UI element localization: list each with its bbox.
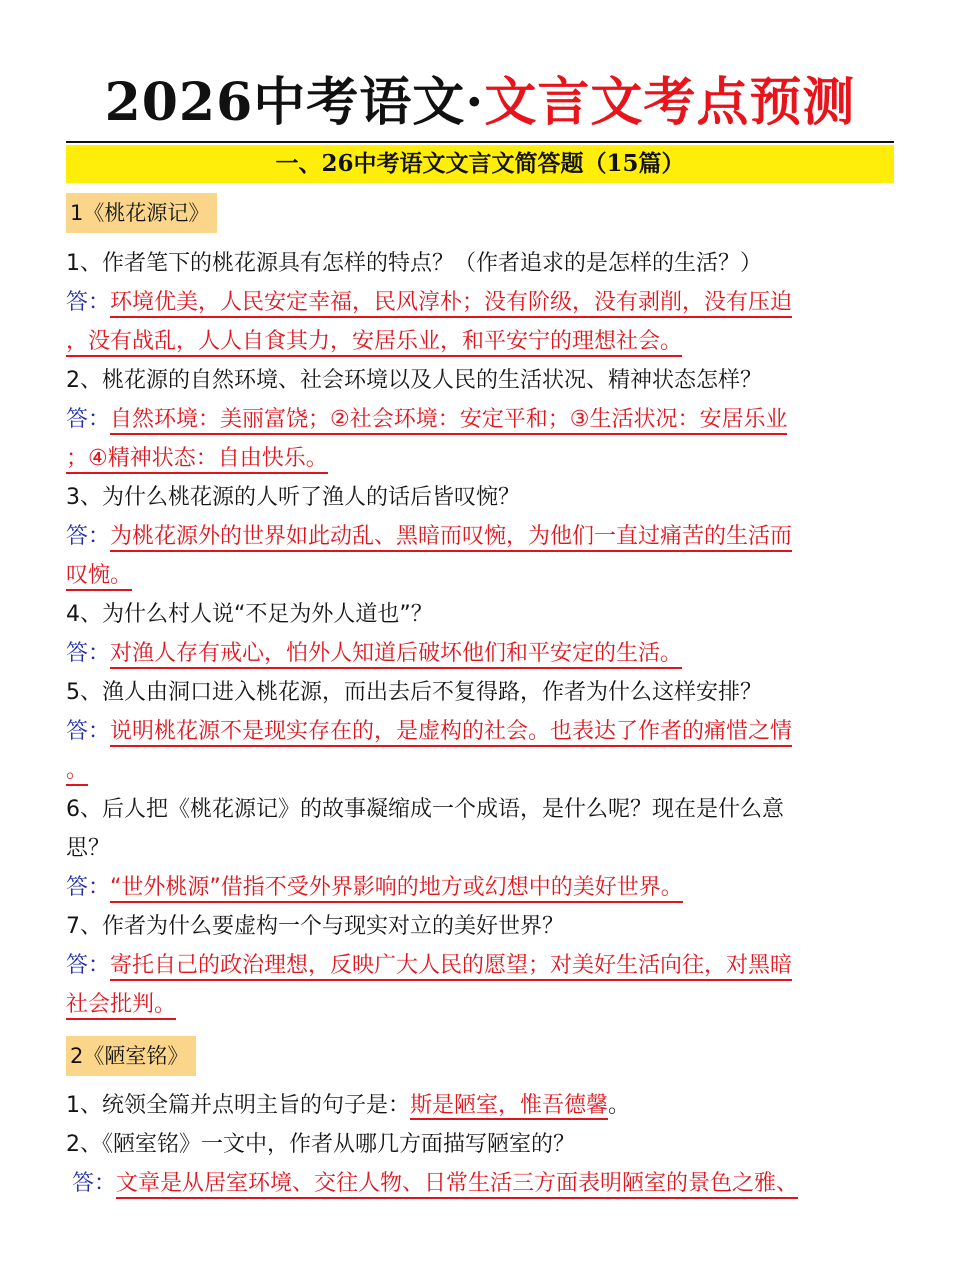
answer-text: 为桃花源外的世界如此动乱、黑暗而叹惋，为他们一直过痛苦的生活而 — [110, 524, 792, 552]
answer-line — [66, 712, 894, 751]
section-tag-taohuayuanji: 1《桃花源记》 — [66, 193, 217, 233]
inline-answer: 斯是陋室，惟吾德馨 — [410, 1093, 609, 1118]
answer-line — [66, 985, 894, 1024]
title-divider — [66, 141, 894, 143]
answer-text: 社会批判。 — [66, 992, 176, 1020]
section-tag-loushiming: 2《陋室铭》 — [66, 1036, 196, 1076]
answer-label: 答： — [66, 641, 111, 666]
question-line: 7、作者为什么要虚构一个与现实对立的美好世界？ — [66, 914, 564, 939]
section-banner: 一、26中考语文文言文简答题（15篇） — [66, 145, 894, 183]
answer-text: 说明桃花源不是现实存在的，是虚构的社会。也表达了作者的痛惜之情 — [110, 719, 792, 747]
question-line: 6、后人把《桃花源记》的故事凝缩成一个成语，是什么呢？现在是什么意 — [66, 797, 784, 822]
answer-text: 自然环境：美丽富饶；②社会环境：安定平和；③生活状况：安居乐业 — [110, 407, 787, 435]
answer-label: 答： — [72, 1171, 117, 1196]
answer-line — [66, 946, 894, 985]
answer-text: 寄托自己的政治理想，反映广大人民的愿望；对美好生活向往，对黑暗 — [110, 953, 792, 981]
answer-text: 叹惋。 — [66, 563, 132, 591]
answer-line — [72, 1164, 900, 1203]
title-red-part: 文言文考点预测 — [484, 72, 856, 133]
answer-line — [66, 517, 894, 556]
answer-text: 对渔人存有戒心，怕外人知道后破坏他们和平安定的生活。 — [110, 641, 682, 669]
answer-line — [66, 634, 894, 673]
question-line — [66, 1086, 894, 1125]
answer-text: ，没有战乱，人人自食其力，安居乐业，和平安宁的理想社会。 — [66, 329, 682, 357]
answer-label: 答： — [66, 290, 111, 315]
answer-text: ；④精神状态：自由快乐。 — [66, 446, 328, 474]
question-line: 3、为什么桃花源的人听了渔人的话后皆叹惋？ — [66, 485, 520, 510]
answer-text: 文章是从居室环境、交往人物、日常生活三方面表明陋室的景色之雅、 — [116, 1171, 798, 1199]
answer-line — [66, 751, 894, 790]
answer-label: 答： — [66, 407, 111, 432]
answer-label: 答： — [66, 953, 111, 978]
answer-text: “世外桃源”借指不受外界影响的地方或幻想中的美好世界。 — [110, 875, 683, 903]
answer-line — [66, 868, 894, 907]
question-line: 2、《陋室铭》一文中，作者从哪几方面描写陋室的？ — [66, 1132, 575, 1157]
question-text: 1、统领全篇并点明主旨的句子是： — [66, 1093, 410, 1118]
answer-text: 环境优美，人民安定幸福，民风淳朴；没有阶级，没有剥削，没有压迫 — [110, 290, 792, 318]
answer-text: 。 — [66, 758, 88, 786]
answer-line — [66, 322, 894, 361]
answer-line — [66, 556, 894, 595]
answer-label: 答： — [66, 524, 111, 549]
answer-line — [66, 283, 894, 322]
answer-line — [66, 400, 894, 439]
page-title — [0, 68, 960, 138]
question-line: 5、渔人由洞口进入桃花源，而出去后不复得路，作者为什么这样安排？ — [66, 680, 762, 705]
question-line: 2、桃花源的自然环境、社会环境以及人民的生活状况、精神状态怎样？ — [66, 368, 762, 393]
question-line: 思？ — [66, 836, 111, 861]
answer-label: 答： — [66, 719, 111, 744]
question-line: 1、作者笔下的桃花源具有怎样的特点？（作者追求的是怎样的生活？） — [66, 251, 762, 276]
answer-label: 答： — [66, 875, 111, 900]
title-black-part: 2026中考语文· — [104, 72, 485, 133]
answer-line — [66, 439, 894, 478]
question-line: 4、为什么村人说“不足为外人道也”？ — [66, 602, 433, 627]
question-tail: 。 — [608, 1093, 631, 1118]
